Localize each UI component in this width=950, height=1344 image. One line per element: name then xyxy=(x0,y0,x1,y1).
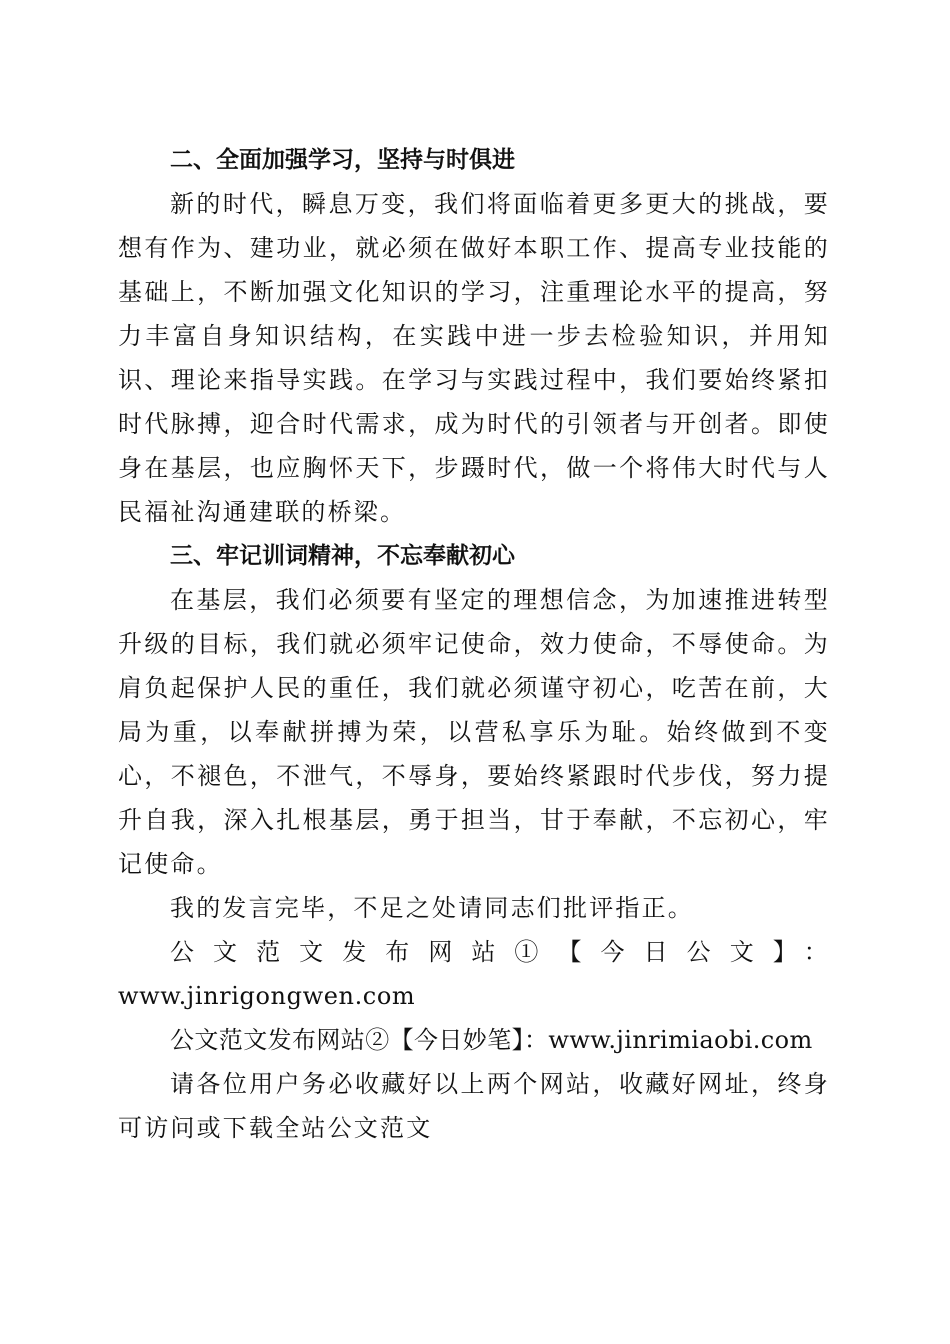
site-2-line[interactable]: 公文范文发布网站②【今日妙笔】：www.jinrimiaobi.com xyxy=(170,1026,813,1054)
section-body-3: 在基层，我们必须要有坚定的理想信念，为加速推进转型升级的目标，我们就必须牢记使命，效力使命，不辱使命。为肩负起保护人民的重任，我们就必须谨守初心，吃苦在前，大局为重，以奉献拼搏为荣，以营私享乐为耻。始终做到不变心，不褪色，不泄气，不辱身，要始终紧跟时代步伐，努力提升自我，深入扎根基层，勇于担当，甘于奉献，不忘初心，牢记使命。 xyxy=(118,586,830,878)
site-1-url[interactable]: www.jinrigongwen.com xyxy=(118,982,416,1010)
document-page xyxy=(118,138,830,1150)
notice-text: 请各位用户务必收藏好以上两个网站，收藏好网址，终身可访问或下载全站公文范文 xyxy=(118,1070,830,1142)
section-heading-2: 二、全面加强学习，坚持与时俱进 xyxy=(170,147,515,173)
section-body-2: 新的时代，瞬息万变，我们将面临着更多更大的挑战，要想有作为、建功业，就必须在做好本职工作、提高专业技能的基础上，不断加强文化知识的学习，注重理论水平的提高，努力丰富自身知识结构，在实践中进一步去检验知识，并用知识、理论来指导实践。在学习与实践过程中，我们要始终紧扣时代脉搏，迎合时代需求，成为时代的引领者与开创者。即使身在基层，也应胸怀天下，步蹑时代，做一个将伟大时代与人民福祉沟通建联的桥梁。 xyxy=(118,190,830,526)
site-1-label: 公文范文发布网站①【今日公文】： xyxy=(170,938,830,966)
closing-remark: 我的发言完毕，不足之处请同志们批评指正。 xyxy=(170,894,694,922)
section-heading-3: 三、牢记训词精神，不忘奉献初心 xyxy=(170,543,515,569)
